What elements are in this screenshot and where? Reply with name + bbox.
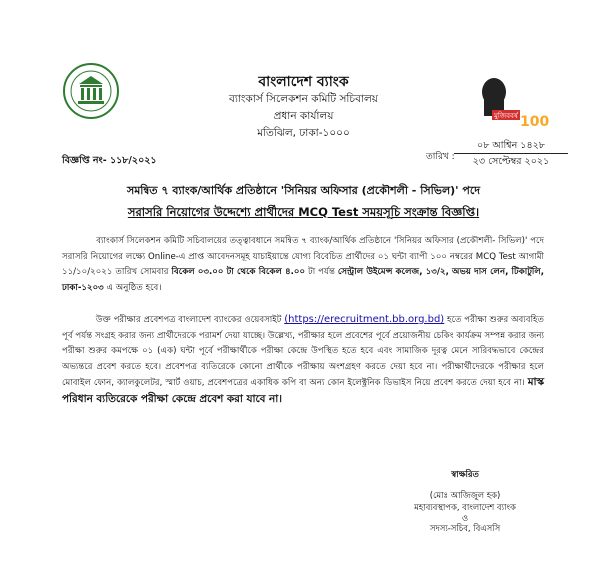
date-label: তারিখ : — [426, 152, 455, 162]
subject-line-1: সমন্বিত ৭ ব্যাংক/আর্থিক প্রতিষ্ঠানে 'সিনিয়র অফিসার (প্রকৌশলী - সিভিল)' পদে — [126, 184, 481, 197]
letterhead-committee: ব্যাংকার্স সিলেকশন কমিটি সচিবালয় — [228, 93, 378, 105]
letterhead-office: প্রধান কার্যালয় — [273, 110, 334, 122]
para2-text-b: হতে পরীক্ষা শুরুর অব্যবহিত পূর্ব পর্যন্ত সংগ্রহ করার জন্য প্রার্থীদেরকে পরামর্শ দেয়া যাচ্ছে। উল্লেখ্য, পরীক্ষার হলে প্রবেশের পূর্বে প্রয়োজনীয় চেকিং কার্যক্রম সম্পন্ন করার জন্য পরীক্ষা শুরুর কমপক্ষে ০১ (এক) ঘন্টা পূর্বে পরীক্ষার্থীকে পরীক্ষা কেন্দ্রে উপস্থিত হতে হবে এবং সামাজিক দূরত্ব মেনে সারিবদ্ধভাবে কেন্দ্রের অভ্যন্তরে প্রবেশ করতে হবে। প্রবেশপত্র ব্যতিরেকে কোনো প্রার্থীকে পরীক্ষায় অংশগ্রহণ করতে দেয়া হবে না। পরীক্ষার্থীদেরকে পরীক্ষার হলে মোবাইল ফোন, ক্যালকুলেটর, স্মার্ট ওয়াচ, প্রবেশপত্রের একাধিক কপি বা অন্য কোন ইলেক্ট্রনিক ডিভাইস নিয়ে প্রবেশ করতে দেয়া হবে না। — [62, 315, 544, 388]
para1-text-e: এ অনুষ্ঠিত হবে। — [103, 282, 162, 293]
date-gregorian: ২৩ সেপ্টেম্বর ২০২১ — [472, 156, 550, 167]
centenary-text: মুজিববর্ষ — [494, 112, 518, 120]
reference-number: বিজ্ঞপ্তি নং- ১১৮/২০২১ — [62, 155, 157, 166]
letterhead-address: মতিঝিল, ঢাকা-১০০০ — [257, 127, 350, 139]
exam-time: বিকেল ০৩.০০ টা থেকে বিকেল ৪.০০ — [171, 267, 306, 277]
notice-paragraph-1 — [62, 234, 544, 296]
signatory-role: সদস্য-সচিব, বিএসসি — [429, 523, 501, 533]
para2-text-a: উক্ত পরীক্ষার প্রবেশপত্র বাংলাদেশ ব্যাংকের ওয়েবসাইট — [95, 315, 285, 325]
signatory-conjunction: ও — [461, 513, 469, 523]
date-divider — [454, 153, 568, 154]
centenary-number: 100 — [520, 114, 550, 130]
notice-paragraph-2 — [62, 312, 544, 408]
letterhead-title: বাংলাদেশ ব্যাংক — [258, 74, 349, 90]
para1-text-a: ব্যাংকার্স সিলেকশন কমিটি সচিবালয়ের তত্ত্বাবধানে সমন্বিত ৭ ব্যাংক/আর্থিক প্রতিষ্ঠানে 'সিনিয়র অফিসার (প্রকৌশলী- সিভিল)' পদে সরাসরি নিয়োগের লক্ষ্যে Online-এ প্রাপ্ত আবেদনসমূহ যাচাইয়ান্তে যোগ্য বিবেচিত প্রার্থীদের ০১ ঘন্টা ব্যাপী ১০০ নম্বরের MCQ Test আগামী ১১/১০/২০২১ তারিখ সোমবার — [62, 236, 545, 277]
signed-label: স্বাক্ষরিত — [451, 469, 479, 479]
erecruitment-link[interactable]: (https://erecruitment.bb.org.bd) — [284, 314, 445, 325]
date-bengali: ০৮ আশ্বিন ১৪২৮ — [477, 140, 545, 151]
subject-line-2: সরাসরি নিয়োগের উদ্দেশ্যে প্রার্থীদের MCQ Test সময়সূচি সংক্রান্ত বিজ্ঞপ্তি। — [127, 205, 480, 219]
signatory-title: মহাব্যবস্থাপক, বাংলাদেশ ব্যাংক — [414, 502, 516, 512]
signatory-name: (মোঃ আজিজুল হক) — [429, 490, 501, 500]
exam-venue: সেন্ট্রাল উইমেন্স কলেজ, ১৩/২, অভয় দাস লেন, টিকাটুলি, ঢাকা-১২০৩ — [62, 267, 545, 293]
para1-text-c: টা পর্যন্ত — [305, 267, 338, 277]
mask-notice: মাস্ক পরিধান ব্যতিরেকে পরীক্ষা কেন্দ্রে প্রবেশ করা যাবে না। — [62, 376, 544, 405]
